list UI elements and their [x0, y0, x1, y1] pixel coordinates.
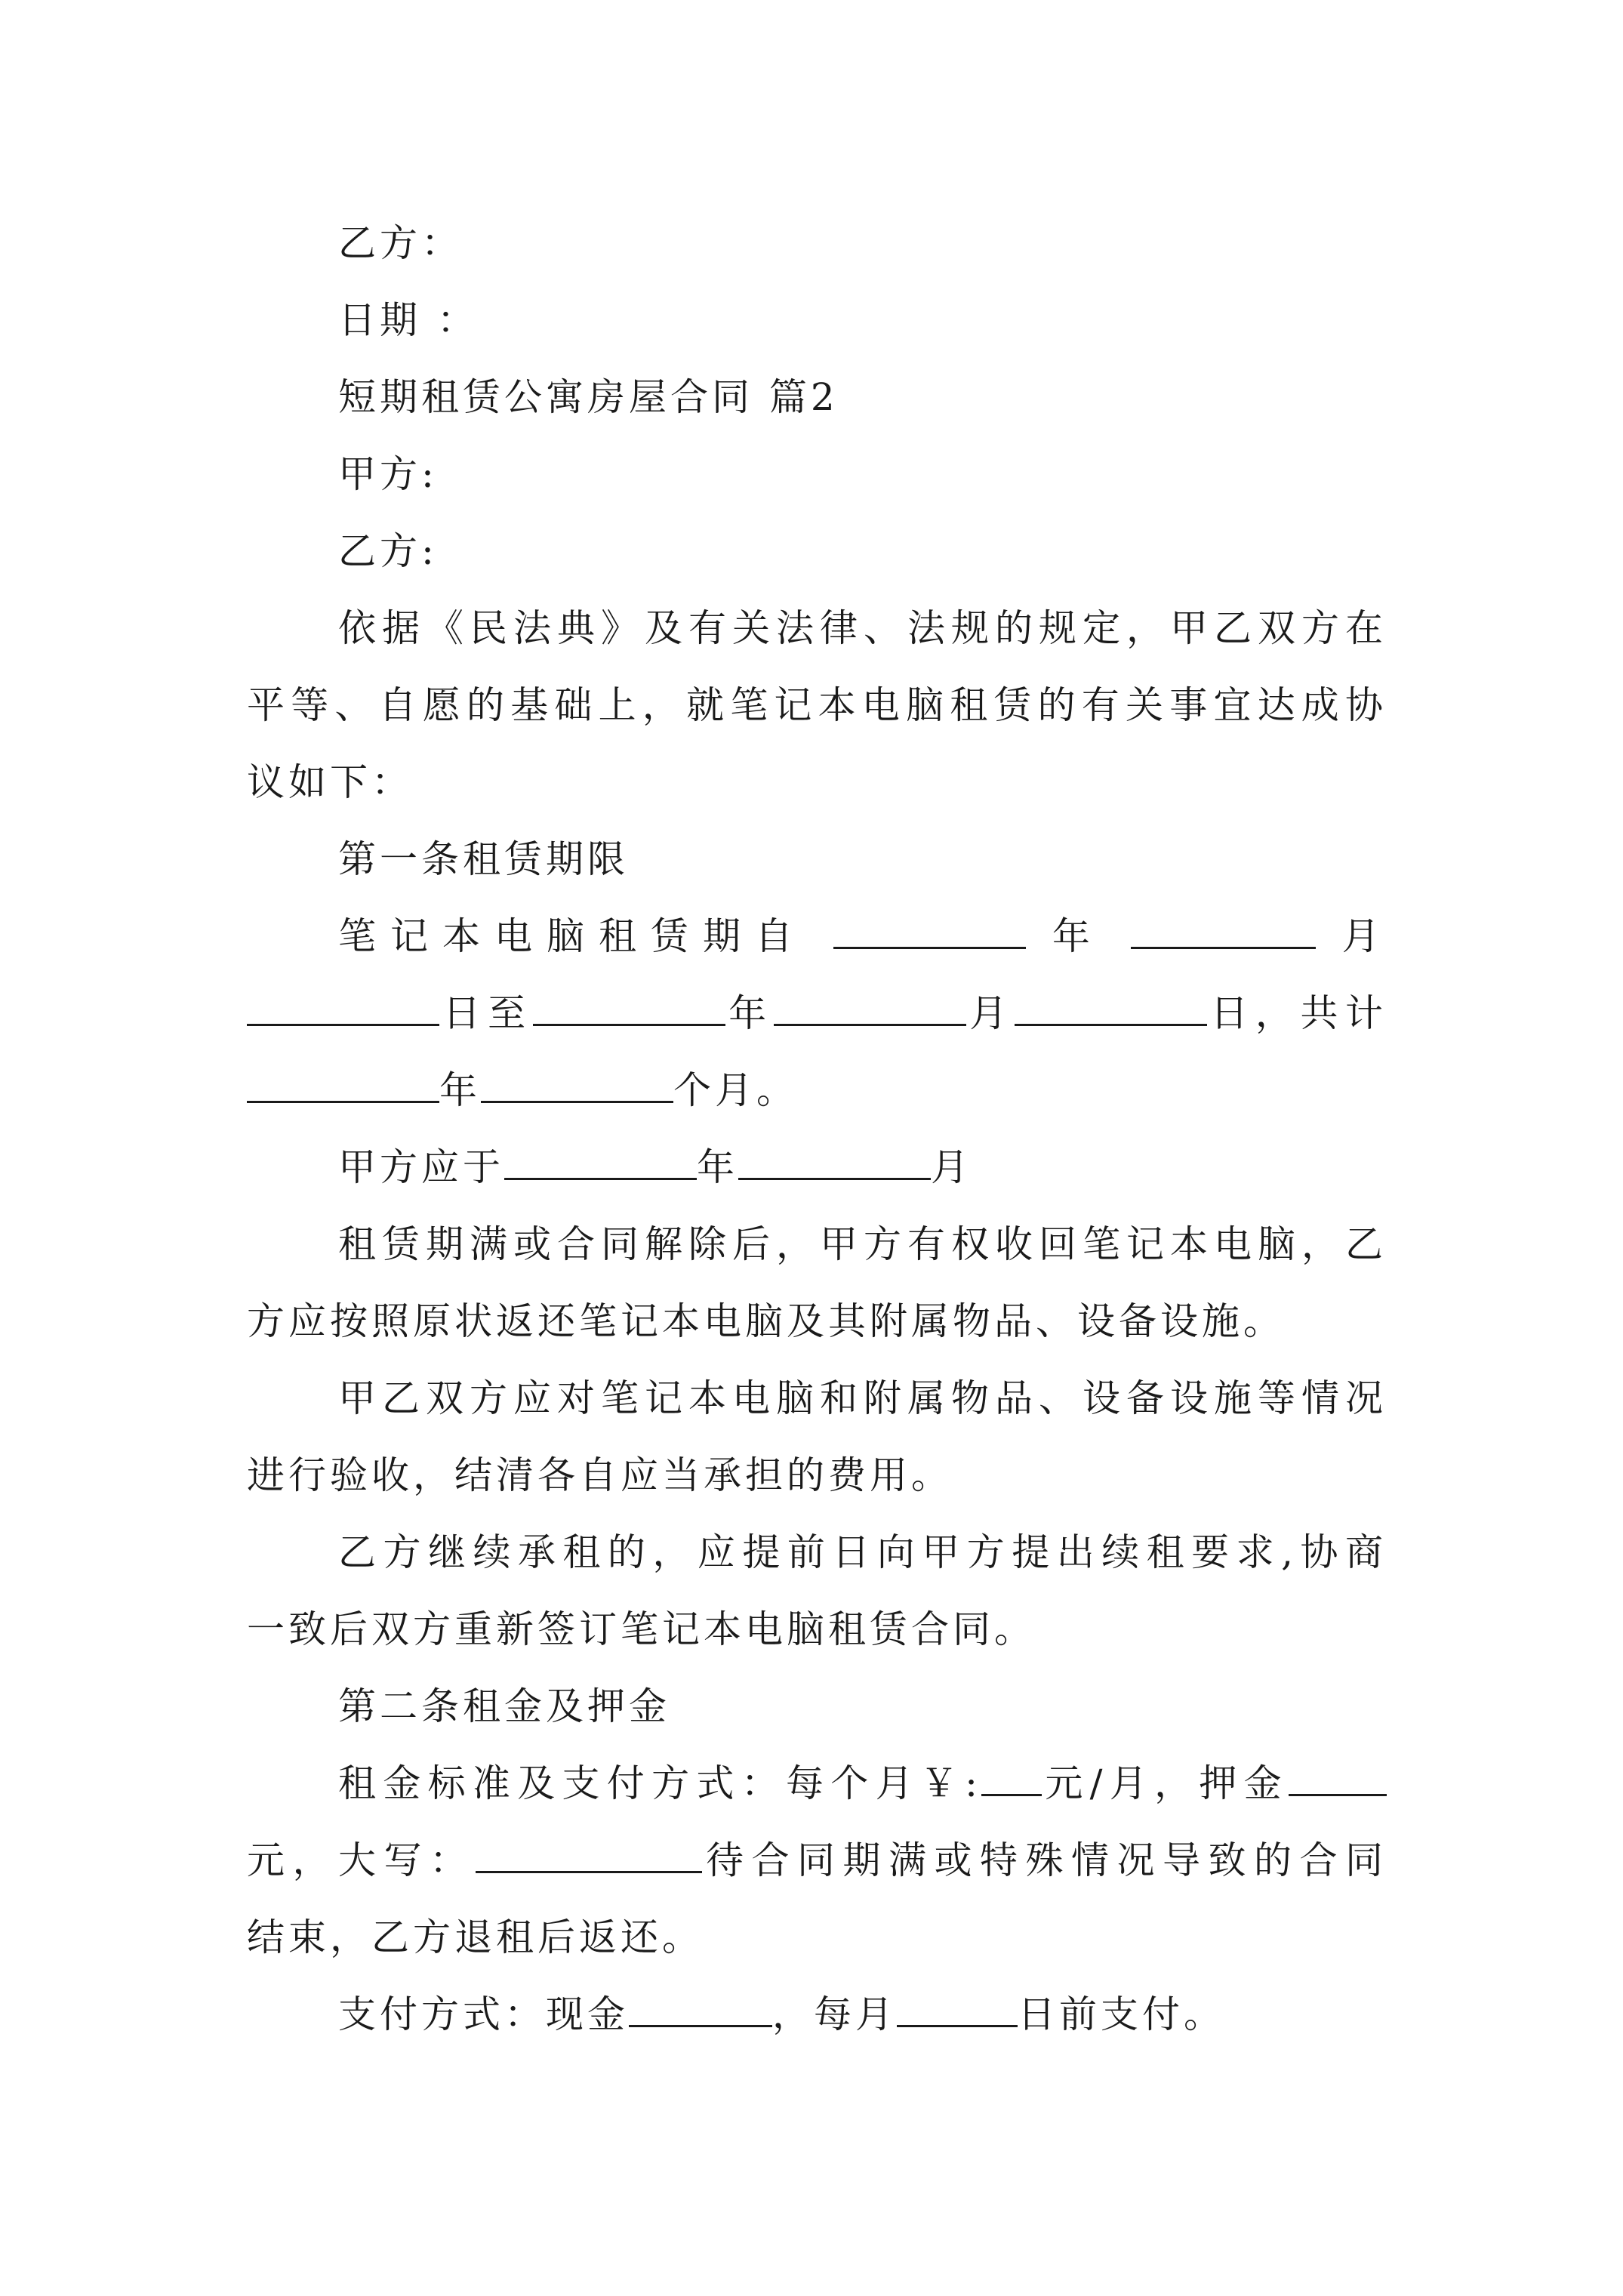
party-a-label [338, 451, 1387, 497]
text: 平等、自愿的基础上，就笔记本电脑租赁的有关事宜达成协 [247, 683, 1387, 727]
text: 租金标准及支付方式：每个月￥: [338, 1761, 982, 1805]
text: 月 [1341, 914, 1394, 958]
lease-period-line [247, 1068, 1387, 1113]
date-label [338, 297, 1387, 343]
text: 甲方: [338, 452, 438, 496]
rent-line [338, 1761, 1387, 1806]
text: 待合同期满或特殊情况导致的合同 [701, 1838, 1387, 1882]
month-count-blank [481, 1068, 673, 1103]
rent-line [247, 1838, 1387, 1883]
text: 年 [697, 1145, 738, 1189]
paragraph-line [247, 1607, 1387, 1652]
text: 元/月，押金 [1042, 1761, 1289, 1805]
text: 结束，乙方退租后返还。 [247, 1915, 704, 1959]
party-b-label [338, 220, 1387, 266]
paragraph-line [338, 1530, 1387, 1575]
text: 年 [725, 991, 774, 1035]
paragraph-line [247, 760, 1387, 805]
text: 依据《民法典》及有关法律、法规的规定，甲乙双方在 [338, 606, 1387, 650]
lease-period-line [338, 914, 1394, 959]
section-title [338, 374, 1387, 420]
day-blank [1015, 991, 1207, 1026]
text: 日，共计 [1206, 991, 1387, 1035]
text: 议如下： [247, 760, 413, 804]
article-heading [338, 1684, 1387, 1729]
text: 日前支付。 [1018, 1992, 1225, 2036]
paragraph-line [247, 683, 1387, 728]
paragraph-line [338, 1222, 1387, 1267]
year-count-blank [247, 1068, 439, 1103]
cash-blank [629, 1992, 772, 2027]
month-blank [1131, 914, 1316, 949]
text: ，每月 [772, 1992, 897, 2036]
text: 元，大写： [247, 1838, 476, 1882]
text: 短期租赁公寓房屋合同 篇2 [338, 375, 839, 419]
year-blank [504, 1145, 697, 1180]
delivery-line [338, 1145, 1387, 1190]
text: 第一条租赁期限 [338, 837, 629, 881]
text: 甲乙双方应对笔记本电脑和附属物品、设备设施等情况 [338, 1376, 1387, 1420]
text: 甲方应于 [338, 1145, 504, 1189]
text: 年 [1052, 914, 1104, 958]
text: 租赁期满或合同解除后，甲方有权收回笔记本电脑，乙 [338, 1222, 1387, 1266]
month-blank [738, 1145, 931, 1180]
paragraph-line [338, 606, 1387, 651]
text: 一致后双方重新签订笔记本电脑租赁合同。 [247, 1607, 1036, 1651]
text: 年 [439, 1068, 481, 1112]
text: 日至 [439, 991, 533, 1035]
lease-period-line [247, 991, 1387, 1036]
party-b-label-2 [338, 529, 1387, 574]
year-blank [833, 914, 1026, 949]
year-blank [533, 991, 725, 1026]
text: 乙方: [338, 529, 438, 573]
text: 月 [965, 991, 1015, 1035]
month-blank [774, 991, 966, 1026]
pay-day-blank [897, 1992, 1018, 2027]
payment-line [338, 1992, 1387, 2037]
text: 方应按照原状返还笔记本电脑及其附属物品、设备设施。 [247, 1299, 1285, 1343]
deposit-uppercase-blank [476, 1838, 702, 1873]
paragraph-line [247, 1453, 1387, 1498]
text: 乙方： [338, 221, 463, 265]
paragraph-line [247, 1299, 1387, 1344]
paragraph-line [247, 1915, 1387, 1960]
paragraph-line [338, 1376, 1387, 1421]
text: 月 [931, 1145, 972, 1189]
text: 乙方继续承租的，应提前日向甲方提出续租要求,协商 [338, 1530, 1387, 1574]
article-heading [338, 837, 1387, 882]
text: 笔记本电脑租赁期自 [338, 914, 807, 958]
rent-amount-blank [981, 1761, 1042, 1796]
day-blank [247, 991, 439, 1026]
text: 进行验收，结清各自应当承担的费用。 [247, 1453, 953, 1497]
text: 支付方式：现金 [338, 1992, 629, 2036]
text: 第二条租金及押金 [338, 1684, 670, 1728]
text: 日期 ： [338, 298, 479, 342]
text: 个月。 [673, 1068, 798, 1112]
deposit-blank [1289, 1761, 1387, 1796]
